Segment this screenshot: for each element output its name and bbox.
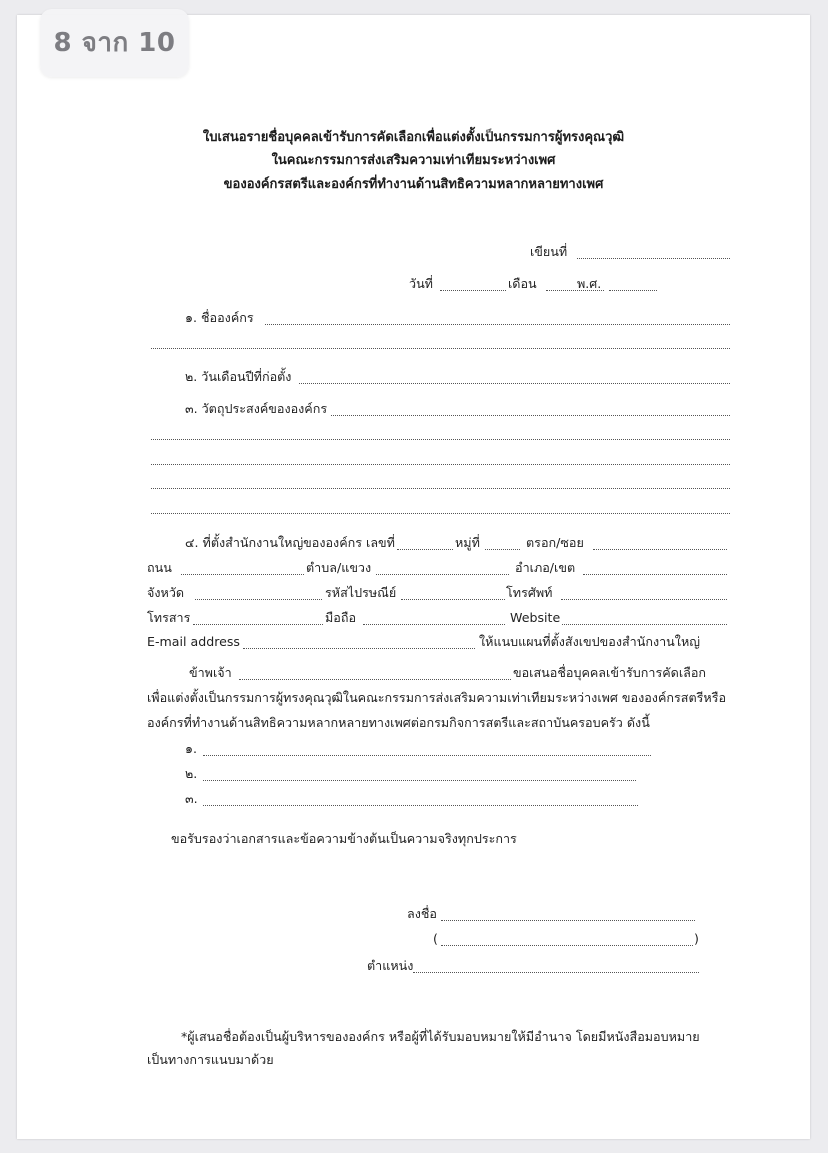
province-label: จังหวัด: [147, 585, 185, 600]
mobile-label: มือถือ: [325, 610, 357, 625]
email-label: E-mail address: [147, 634, 240, 649]
date-year-label: พ.ศ.: [577, 276, 602, 291]
subdistrict-label: ตำบล/แขวง: [306, 560, 372, 575]
nominee-1-label: ๑.: [185, 741, 197, 756]
attach-map-note: ให้แนบแผนที่ตั้งสังเขปของสำนักงานใหญ่: [479, 634, 700, 649]
position-label: ตำแหน่ง: [367, 958, 414, 973]
soi-field: [593, 537, 727, 550]
footnote-line-1: *ผู้เสนอชื่อต้องเป็นผู้บริหารขององค์กร หรือผู้ที่ได้รับมอบหมายให้มีอำนาจ โดยมีหนังสือมอบหมาย: [181, 1029, 700, 1044]
paragraph-line-3: องค์กรที่ทำงานด้านสิทธิความหลากหลายทางเพศต่อกรมกิจการสตรีและสถาบันครอบครัว ดังนี้: [147, 715, 650, 730]
written-at-field: [577, 246, 730, 259]
phone-label: โทรศัพท์: [506, 585, 553, 600]
district-field: [583, 562, 727, 575]
certify-text: ขอรับรองว่าเอกสารและข้อความข้างต้นเป็นความจริงทุกประการ: [171, 831, 517, 846]
item-1-field-line-2: [151, 336, 730, 349]
date-day-label: วันที่: [409, 276, 433, 291]
paren-open: (: [433, 931, 438, 946]
district-label: อำเภอ/เขต: [515, 560, 576, 575]
nominee-3-label: ๓.: [185, 791, 198, 806]
item-3-field-line-3: [151, 452, 730, 465]
proposer-name-field: [239, 667, 511, 680]
paragraph-line-2: เพื่อแต่งตั้งเป็นกรรมการผู้ทรงคุณวุฒิในคณะกรรมการส่งเสริมความเท่าเทียมระหว่างเพศ ขององค์กรสตรีหรือ: [147, 690, 727, 705]
address-number-field: [397, 537, 453, 550]
i-am-label: ข้าพเจ้า: [189, 665, 232, 680]
document-page: [17, 15, 810, 1139]
website-field: [562, 612, 727, 625]
item-1-field: [265, 312, 730, 325]
form-title-line-3: ขององค์กรสตรีและองค์กรที่ทำงานด้านสิทธิความหลากหลายทางเพศ: [223, 177, 604, 192]
page-indicator: 8 จาก 10: [40, 9, 189, 77]
paren-close: ): [694, 931, 699, 946]
propose-text: ขอเสนอชื่อบุคคลเข้ารับการคัดเลือก: [513, 665, 707, 680]
date-day-field: [440, 278, 506, 291]
signature-field: [441, 908, 695, 921]
item-2-field: [299, 371, 730, 384]
written-at-label: เขียนที่: [530, 244, 568, 259]
nominee-2-label: ๒.: [185, 766, 198, 781]
sign-label: ลงชื่อ: [407, 906, 437, 921]
item-3-field: [331, 403, 730, 416]
road-label: ถนน: [147, 560, 172, 575]
form-title-line-2: ในคณะกรรมการส่งเสริมความเท่าเทียมระหว่างเพศ: [271, 153, 556, 168]
email-field: [243, 636, 475, 649]
phone-field: [561, 587, 727, 600]
item-3-field-line-2: [151, 427, 730, 440]
soi-label: ตรอก/ซอย: [526, 535, 584, 550]
item-3-label: ๓. วัตถุประสงค์ขององค์กร: [185, 401, 328, 416]
item-3-field-line-5: [151, 501, 730, 514]
item-2-label: ๒. วันเดือนปีที่ก่อตั้ง: [185, 369, 292, 384]
position-field: [413, 960, 699, 973]
postcode-label: รหัสไปรษณีย์: [325, 585, 397, 600]
website-label: Website: [510, 610, 561, 625]
moo-field: [485, 537, 520, 550]
fax-field: [193, 612, 323, 625]
item-4-label: ๔. ที่ตั้งสำนักงานใหญ่ขององค์กร เลขที่: [185, 535, 395, 550]
fax-label: โทรสาร: [147, 610, 191, 625]
printed-name-field: [441, 933, 693, 946]
nominee-1-field: [203, 743, 651, 756]
form-title-line-1: ใบเสนอรายชื่อบุคคลเข้ารับการคัดเลือกเพื่อแต่งตั้งเป็นกรรมการผู้ทรงคุณวุฒิ: [202, 130, 625, 145]
item-1-label: ๑. ชื่อองค์กร: [185, 310, 254, 325]
nominee-2-field: [203, 768, 636, 781]
road-field: [181, 562, 304, 575]
date-month-label: เดือน: [508, 276, 537, 291]
subdistrict-field: [376, 562, 509, 575]
footnote-line-2: เป็นทางการแนบมาด้วย: [147, 1052, 274, 1067]
province-field: [195, 587, 322, 600]
postcode-field: [401, 587, 505, 600]
moo-label: หมู่ที่: [455, 535, 480, 550]
item-3-field-line-4: [151, 476, 730, 489]
nominee-3-field: [203, 793, 638, 806]
mobile-field: [363, 612, 505, 625]
date-year-field: [609, 278, 657, 291]
